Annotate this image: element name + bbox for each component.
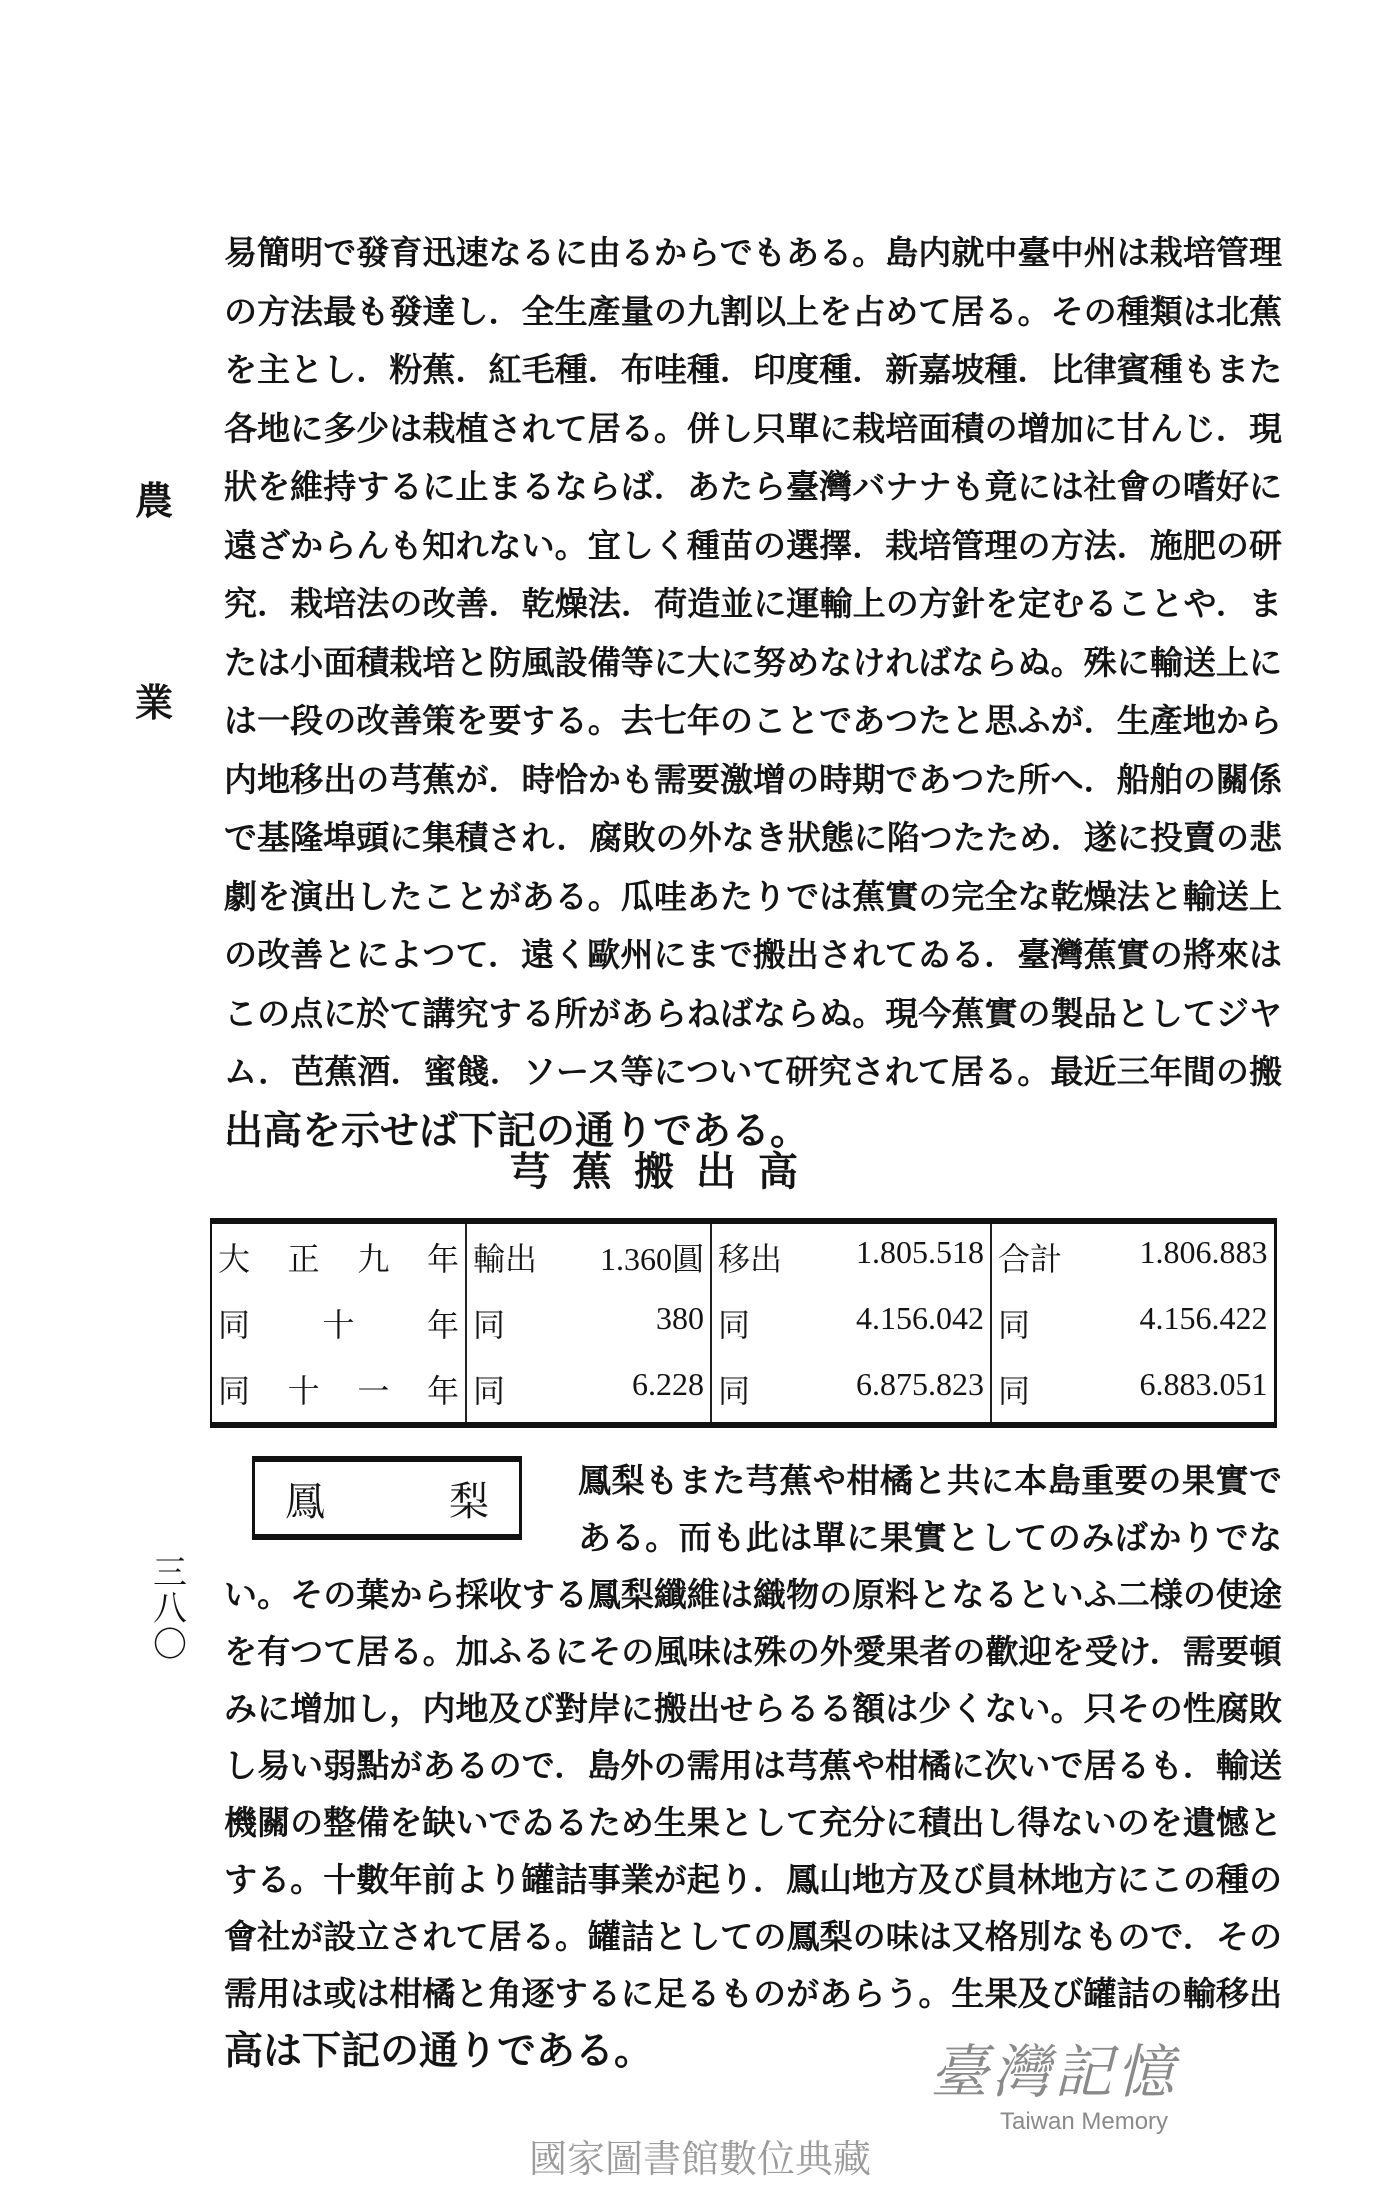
text-line: 各地に多少は栽植されて居る。併し只單に栽培面積の增加に甘んじ．現	[224, 408, 1282, 448]
text-line: 究．栽培法の改善．乾燥法．荷造並に運輸上の方針を定むることや．ま	[224, 584, 1282, 623]
page-number: 三八〇	[153, 1553, 187, 1665]
text-line: い。その葉から採收する鳳梨纖維は織物の原料となるといふ二様の使途	[224, 1575, 1282, 1614]
text-line: 出高を示せば下記の通りである。	[224, 1107, 810, 1154]
section-heading-pineapple	[252, 1456, 522, 1540]
total-value: 4.156.422	[1139, 1300, 1268, 1336]
banana-shipment-table	[210, 1218, 1277, 1428]
total-value: 1.806.883	[1139, 1234, 1268, 1270]
text-line: この点に於て講究する所があらねばならぬ。現今蕉實の製品としてジヤ	[224, 993, 1282, 1033]
export-value: 380	[656, 1300, 704, 1336]
year-cell	[211, 1356, 466, 1425]
export-cell	[466, 1221, 711, 1290]
table-row	[211, 1356, 1275, 1425]
text-line: 狀を維持するに止まるならば．あたら臺灣バナナも竟には社會の嗜好に	[224, 467, 1282, 506]
text-line: する。十數年前より罐詰事業が起り．鳳山地方及び員林地方にこの種の	[224, 1860, 1282, 1899]
text-line: 遠ざからんも知れない。宜しく種苗の選擇．栽培管理の方法．施肥の研	[224, 525, 1282, 565]
export-label: 同	[473, 1306, 506, 1344]
margin-label-agriculture-2: 業	[135, 680, 174, 725]
text-line: みに增加し，内地及び對岸に搬出せらるる額は少くない。只その性腐敗	[224, 1689, 1282, 1728]
heading-char-1: 鳳	[285, 1478, 325, 1525]
text-line: の方法最も發達し．全生產量の九割以上を占めて居る。その種類は北蕉	[224, 291, 1282, 331]
text-line: 劇を演出したことがある。瓜哇あたりでは蕉實の完全な乾燥法と輸送上	[224, 876, 1282, 916]
total-value: 6.883.051	[1139, 1366, 1268, 1402]
text-line: で基隆埠頭に集積され．腐敗の外なき狀態に陷つたため．遂に投賣の悲	[224, 818, 1282, 857]
text-line: 高は下記の通りである。	[224, 2028, 654, 2074]
year: 同 十 年	[218, 1306, 459, 1344]
margin-label-agriculture-1: 農	[135, 478, 174, 523]
text-line: 内地移出の芎蕉が．時恰かも需要激增の時期であつた所へ．船舶の關係	[224, 759, 1282, 799]
total-cell	[991, 1221, 1275, 1290]
total-label: 合計	[998, 1240, 1063, 1278]
text-line: 易簡明で發育迅速なるに由るからでもある。島内就中臺中州は栽培管理	[224, 233, 1282, 272]
transfer-value: 1.805.518	[856, 1234, 984, 1270]
year-cell	[211, 1290, 466, 1356]
heading-char-2: 梨	[449, 1478, 489, 1525]
text-line: を主とし．粉蕉．紅毛種．布哇種．印度種．新嘉坡種．比律賓種もまた	[224, 350, 1282, 389]
total-cell	[991, 1356, 1275, 1425]
transfer-cell	[711, 1290, 991, 1356]
footer-credit: 國家圖書館數位典藏	[528, 2137, 871, 2181]
total-cell	[991, 1290, 1275, 1356]
total-label: 同	[998, 1372, 1031, 1410]
text-line: ある。而も此は單に果實としてのみばかりでな	[578, 1518, 1282, 1557]
transfer-cell	[711, 1221, 991, 1290]
text-line: たは小面積栽培と防風設備等に大に努めなければならぬ。殊に輸送上に	[224, 642, 1282, 682]
year: 同十一年	[218, 1372, 459, 1410]
transfer-label: 移出	[718, 1240, 783, 1278]
transfer-cell	[711, 1356, 991, 1425]
text-line: し易い弱點があるので．島外の需用は芎蕉や柑橘に次いで居るも．輸送	[224, 1746, 1282, 1785]
table-row	[211, 1290, 1275, 1356]
transfer-label: 同	[718, 1372, 751, 1410]
export-cell	[466, 1290, 711, 1356]
export-value: 6.228	[632, 1366, 704, 1402]
watermark-logo-sub: Taiwan Memory	[1000, 2108, 1169, 2135]
text-line: 需用は或は柑橘と角逐するに足るものがあらう。生果及び罐詰の輸移出	[224, 1974, 1282, 2013]
transfer-label: 同	[718, 1306, 751, 1344]
year-cell	[211, 1221, 466, 1290]
text-line: 鳳梨もまた芎蕉や柑橘と共に本島重要の果實で	[578, 1461, 1282, 1500]
text-line: 會社が設立されて居る。罐詰としての鳳梨の味は又格別なもので．その	[224, 1917, 1282, 1956]
export-label: 輸出	[473, 1240, 538, 1278]
export-value: 1.360圓	[599, 1241, 704, 1277]
table-title: 芎蕉搬出高	[510, 1148, 820, 1195]
text-line: ム．芭蕉酒．蜜餞．ソース等について研究されて居る。最近三年間の搬	[224, 1052, 1282, 1091]
year: 大正九年	[218, 1240, 459, 1278]
export-label: 同	[473, 1372, 506, 1410]
text-line: を有つて居る。加ふるにその風味は殊の外愛果者の歡迎を受け．需要頓	[224, 1632, 1282, 1671]
watermark-logo: 臺灣記憶	[930, 2038, 1179, 2106]
text-line: の改善とによつて．遠く歐州にまで搬出されてゐる．臺灣蕉實の將來は	[224, 935, 1282, 974]
transfer-value: 4.156.042	[856, 1300, 984, 1336]
export-cell	[466, 1356, 711, 1425]
text-line: は一段の改善策を要する。去七年のことであつたと思ふが．生產地から	[224, 701, 1282, 740]
total-label: 同	[998, 1306, 1031, 1344]
text-line: 機關の整備を缺いでゐるため生果として充分に積出し得ないのを遺憾と	[224, 1803, 1282, 1842]
table-row	[211, 1221, 1275, 1290]
transfer-value: 6.875.823	[856, 1366, 984, 1402]
